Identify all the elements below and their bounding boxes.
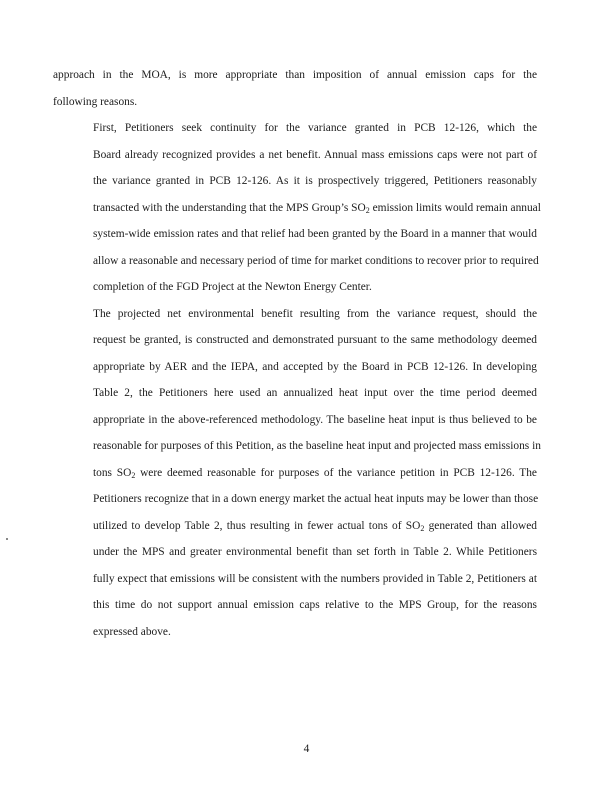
subscript: 2 (420, 523, 425, 533)
text-segment: generated than allowed (424, 519, 537, 532)
text-line: fully expect that emissions will be consistent with the numbers provided in Table 2, Petitioners at (93, 572, 537, 585)
scan-speck (6, 538, 8, 540)
text-segment: emission limits would remain annual (369, 201, 541, 214)
text-line: reasonable for purposes of this Petition, as the baseline heat input and projected mass emissions in (93, 440, 541, 452)
text-line: the variance granted in PCB 12-126. As it is prospectively triggered, Petitioners reasonably (93, 175, 537, 187)
text-line: expressed above. (93, 625, 171, 638)
text-line: this time do not support annual emission caps relative to the MPS Group, for the reasons (93, 599, 537, 611)
text-line: appropriate in the above-referenced methodology. The baseline heat input is thus believed to be (93, 413, 537, 426)
text-line: following reasons. (53, 95, 138, 108)
text-line: Table 2, the Petitioners here used an annualized heat input over the time period deemed (93, 387, 537, 399)
text-line: appropriate by AER and the IEPA, and accepted by the Board in PCB 12-126. In developing (93, 360, 537, 373)
paragraph (53, 301, 541, 646)
text-line: under the MPS and greater environmental benefit than set forth in Table 2. While Petitioners (93, 546, 537, 558)
text-line (53, 460, 537, 487)
body-text (53, 62, 541, 645)
text-line: First, Petitioners seek continuity for the variance granted in PCB 12-126, which the (93, 122, 537, 134)
text-line (53, 195, 541, 222)
subscript: 2 (131, 470, 136, 480)
paragraph (53, 62, 537, 115)
page-number: 4 (303, 743, 310, 755)
subscript: 2 (365, 205, 370, 215)
text-line: allow a reasonable and necessary period of time for market conditions to recover prior to required (93, 254, 539, 267)
text-line: request be granted, is constructed and demonstrated pursuant to the same methodology deemed (93, 334, 537, 346)
text-line: The projected net environmental benefit resulting from the variance request, should the (93, 307, 537, 320)
text-segment: tons SO (93, 466, 132, 479)
text-segment: transacted with the understanding that the MPS Group’s SO (93, 201, 366, 214)
text-segment: were deemed reasonable for purposes of the variance petition in PCB 12-126. The (135, 466, 537, 479)
text-line: completion of the FGD Project at the Newton Energy Center. (93, 281, 372, 293)
text-segment: utilized to develop Table 2, thus resulting in fewer actual tons of SO (93, 519, 421, 532)
text-line (53, 513, 537, 540)
text-line: Board already recognized provides a net benefit. Annual mass emissions caps were not part of (93, 148, 537, 161)
text-line: approach in the MOA, is more appropriate than imposition of annual emission caps for the (53, 69, 537, 81)
paragraph (53, 115, 541, 301)
text-line: system-wide emission rates and that relief had been granted by the Board in a manner that would (93, 228, 537, 240)
text-line: Petitioners recognize that in a down energy market the actual heat inputs may be lower than those (93, 493, 539, 505)
